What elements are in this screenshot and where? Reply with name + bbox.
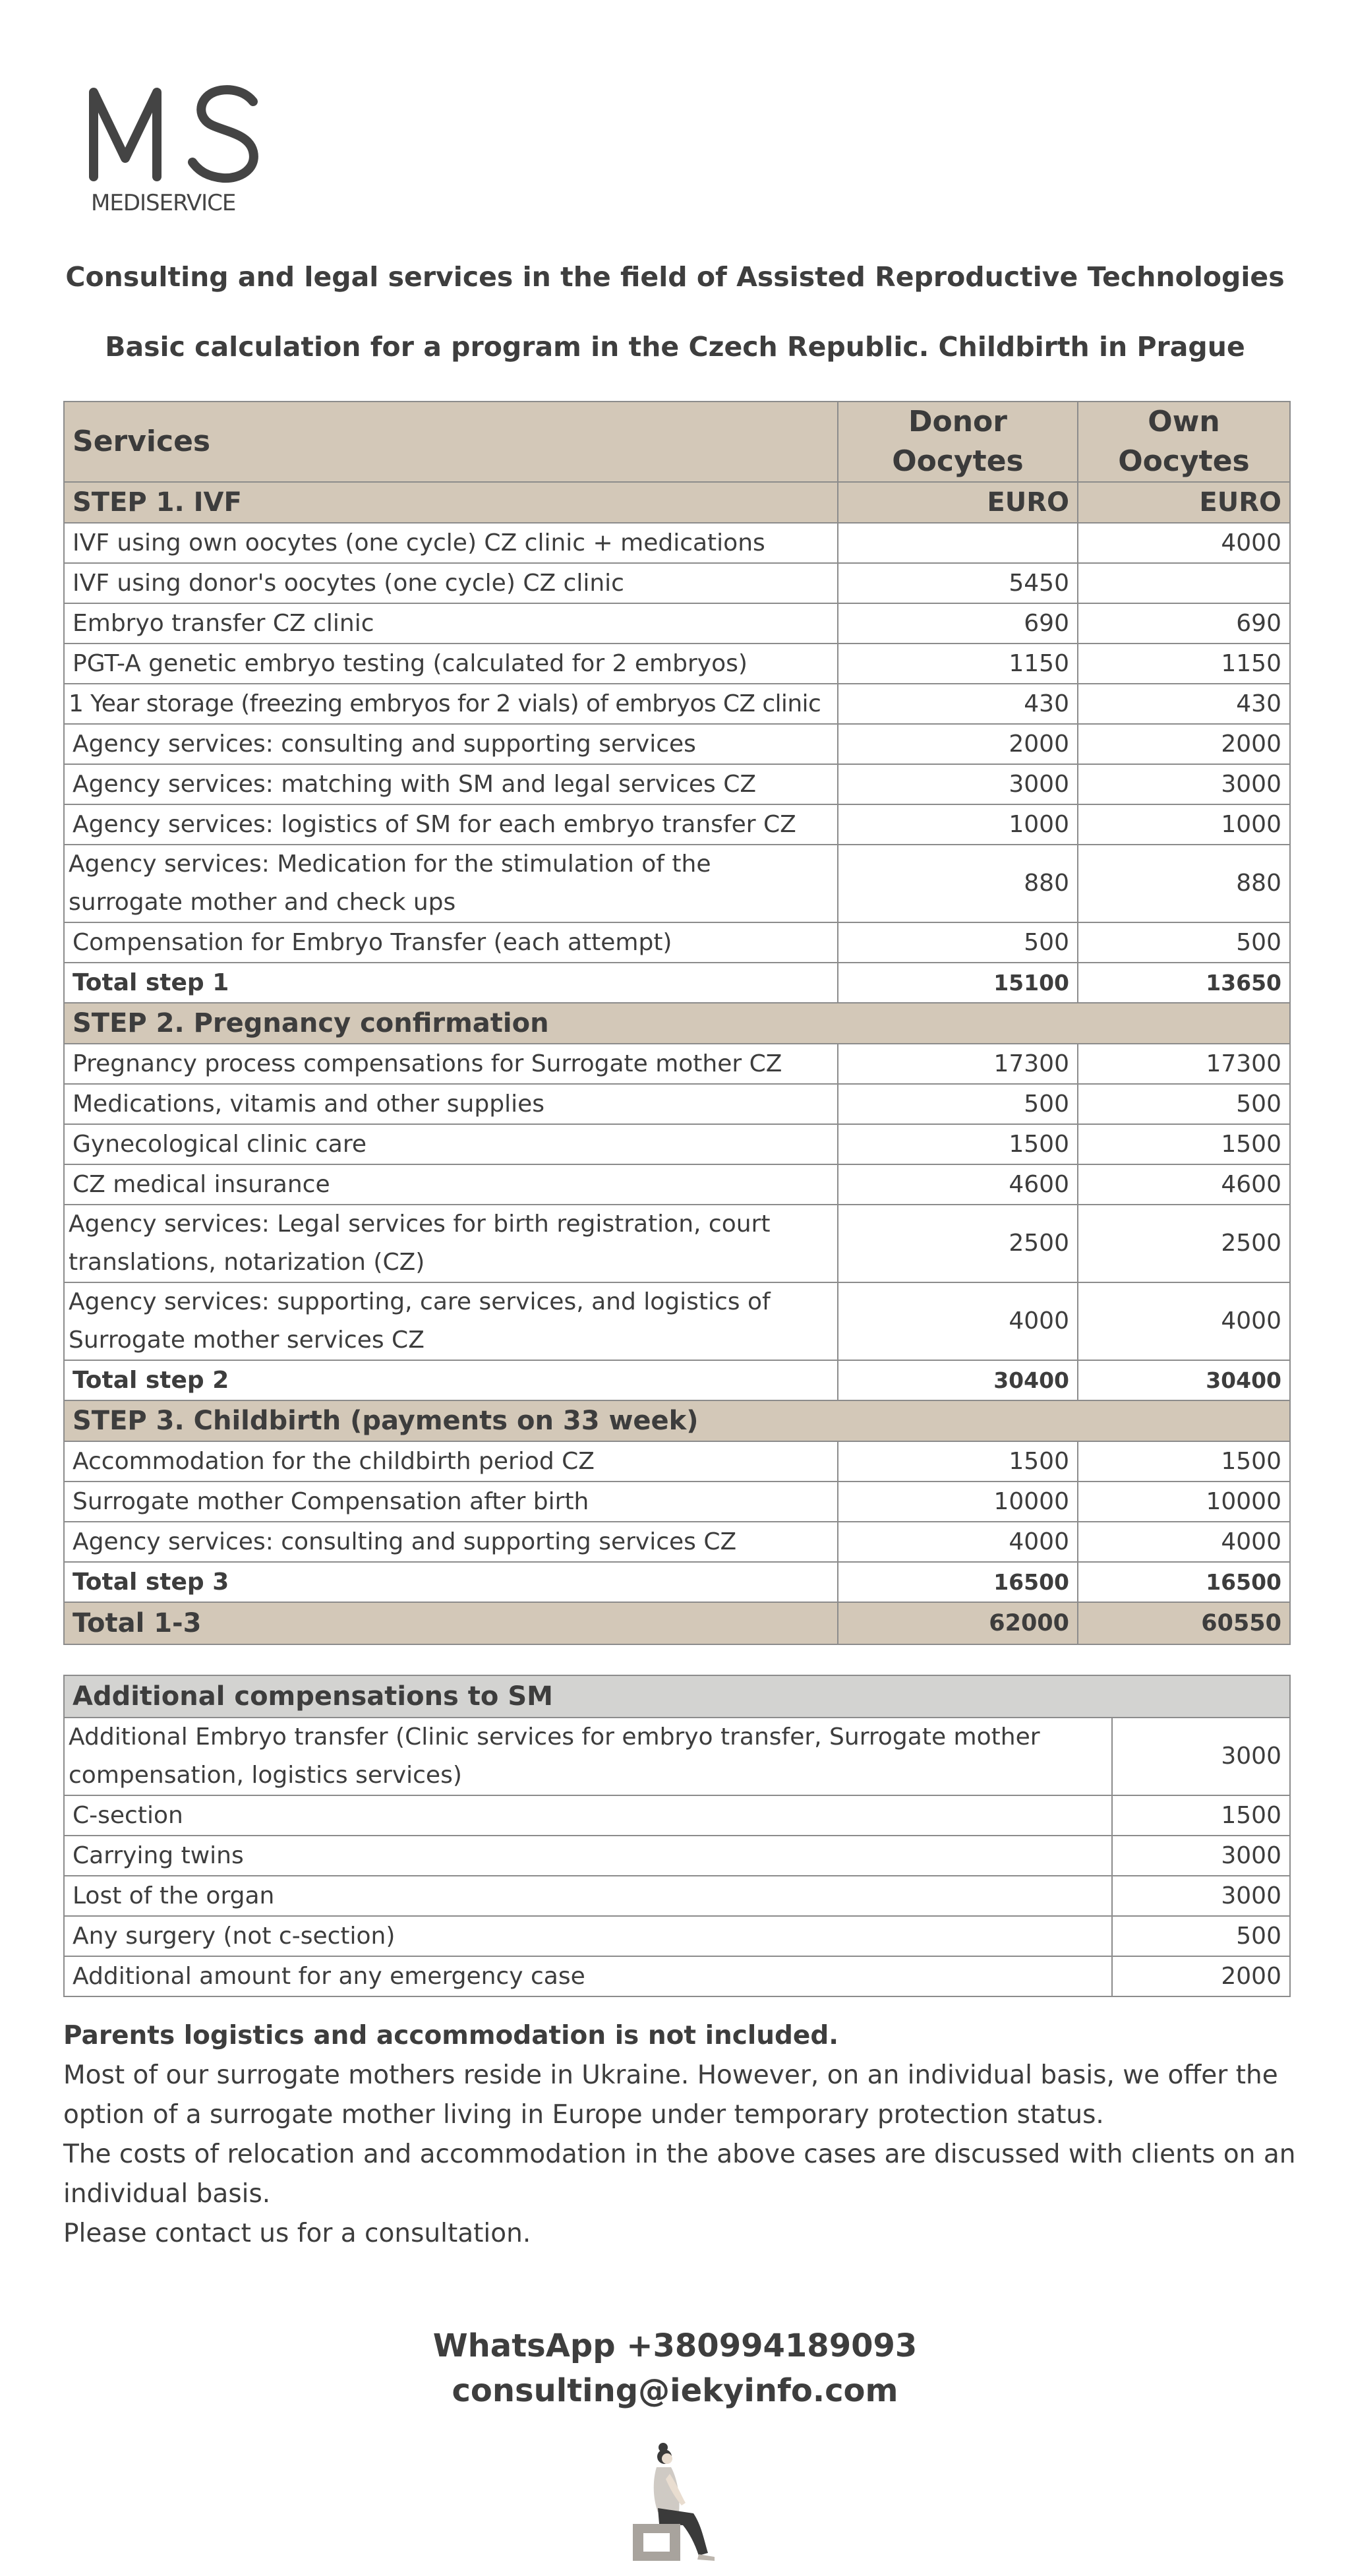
row-donor-value: 1000 [838, 804, 1078, 845]
total-label: Total step 3 [64, 1562, 838, 1602]
total-own-value: 13650 [1078, 963, 1290, 1003]
row-donor-value: 500 [838, 1084, 1078, 1124]
row-donor-value [838, 523, 1078, 563]
row-own-value: 1500 [1078, 1441, 1290, 1482]
row-donor-value: 2000 [838, 724, 1078, 764]
row-label: Agency services: Medication for the stimulation of the surrogate mother and check ups [64, 845, 838, 922]
step1-header-row [64, 482, 1290, 523]
additional-title: Additional compensations to SM [64, 1675, 1290, 1718]
row-label: Agency services: consulting and supporting services CZ [64, 1522, 838, 1562]
grand-total-label: Total 1-3 [64, 1602, 838, 1644]
row-donor-value: 880 [838, 845, 1078, 922]
notes-paragraph: Please contact us for a consultation. [63, 2219, 531, 2248]
cost-table [63, 401, 1291, 1645]
row-donor-value: 4000 [838, 1282, 1078, 1360]
step1-total-row [64, 963, 1290, 1003]
row-label: IVF using donor's oocytes (one cycle) CZ clinic [64, 563, 838, 603]
table-row [64, 845, 1290, 922]
grand-total-donor-value: 62000 [838, 1602, 1078, 1644]
table-row [64, 1718, 1290, 1795]
notes-paragraph: Most of our surrogate mothers reside in Ukraine. However, on an individual basis, we offer the option of a surrogate mother living in Europe under temporary protection status. [63, 2060, 1278, 2130]
notes-bold-line: Parents logistics and accommodation is not included. [63, 2021, 839, 2051]
logo-wordmark: MEDISERVICE [91, 190, 236, 216]
currency-donor: EURO [838, 482, 1078, 523]
step2-total-row [64, 1360, 1290, 1400]
row-label: CZ medical insurance [64, 1164, 838, 1205]
row-label: Additional amount for any emergency case [64, 1956, 1112, 1996]
row-label: Pregnancy process compensations for Surrogate mother CZ [64, 1044, 838, 1084]
step2-title: STEP 2. Pregnancy confirmation [64, 1003, 1290, 1044]
row-label: Lost of the organ [64, 1876, 1112, 1916]
row-label: Any surgery (not c-section) [64, 1916, 1112, 1956]
row-donor-value: 500 [838, 922, 1078, 963]
row-label: 1 Year storage (freezing embryos for 2 vials) of embryos CZ clinic [64, 684, 838, 724]
header-own-oocytes: Own Oocytes [1078, 402, 1290, 482]
row-label: Agency services: supporting, care services, and logistics of Surrogate mother services CZ [64, 1282, 838, 1360]
row-own-value: 1500 [1078, 1124, 1290, 1164]
row-own-value: 430 [1078, 684, 1290, 724]
page-heading: Consulting and legal services in the field of Assisted Reproductive Technologies [65, 261, 1285, 293]
row-own-value: 2500 [1078, 1205, 1290, 1282]
row-value: 3000 [1112, 1718, 1290, 1795]
table-row [64, 1084, 1290, 1124]
table-row [64, 1482, 1290, 1522]
whatsapp-contact[interactable]: WhatsApp +380994189093 [432, 2327, 918, 2364]
row-donor-value: 2500 [838, 1205, 1078, 1282]
row-own-value: 4000 [1078, 1522, 1290, 1562]
row-donor-value: 17300 [838, 1044, 1078, 1084]
table-row [64, 1522, 1290, 1562]
row-label: IVF using own oocytes (one cycle) CZ clinic + medications [64, 523, 838, 563]
row-donor-value: 1150 [838, 644, 1078, 684]
table-row [64, 1205, 1290, 1282]
table-row [64, 1044, 1290, 1084]
table-row [64, 1124, 1290, 1164]
row-own-value: 10000 [1078, 1482, 1290, 1522]
total-donor-value: 16500 [838, 1562, 1078, 1602]
total-donor-value: 30400 [838, 1360, 1078, 1400]
row-donor-value: 1500 [838, 1124, 1078, 1164]
step1-title: STEP 1. IVF [64, 482, 838, 523]
table-row [64, 724, 1290, 764]
row-own-value: 1000 [1078, 804, 1290, 845]
currency-own: EURO [1078, 482, 1290, 523]
row-label: Medications, vitamis and other supplies [64, 1084, 838, 1124]
row-label: Gynecological clinic care [64, 1124, 838, 1164]
row-value: 2000 [1112, 1956, 1290, 1996]
row-label: Surrogate mother Compensation after birth [64, 1482, 838, 1522]
notes-paragraph: The costs of relocation and accommodation in the above cases are discussed with clients on an individual basis. [63, 2140, 1296, 2209]
row-own-value [1078, 563, 1290, 603]
table-header-row [64, 402, 1290, 482]
row-own-value: 17300 [1078, 1044, 1290, 1084]
table-row [64, 644, 1290, 684]
row-label: Agency services: consulting and supporting services [64, 724, 838, 764]
row-label: Agency services: logistics of SM for each embryo transfer CZ [64, 804, 838, 845]
total-label: Total step 2 [64, 1360, 838, 1400]
header-donor-oocytes: Donor Oocytes [838, 402, 1078, 482]
total-label: Total step 1 [64, 963, 838, 1003]
row-value: 1500 [1112, 1795, 1290, 1836]
additional-compensations-table [63, 1675, 1291, 1997]
table-row [64, 1441, 1290, 1482]
row-donor-value: 10000 [838, 1482, 1078, 1522]
table-row [64, 1795, 1290, 1836]
row-label: PGT-A genetic embryo testing (calculated for 2 embryos) [64, 644, 838, 684]
table-row [64, 1956, 1290, 1996]
step3-header-row [64, 1400, 1290, 1441]
row-own-value: 500 [1078, 922, 1290, 963]
grand-total-row [64, 1602, 1290, 1644]
table-row [64, 1164, 1290, 1205]
row-own-value: 690 [1078, 603, 1290, 644]
row-own-value: 500 [1078, 1084, 1290, 1124]
table-row [64, 1916, 1290, 1956]
header-services: Services [64, 402, 838, 482]
row-own-value: 4600 [1078, 1164, 1290, 1205]
row-label: Agency services: matching with SM and legal services CZ [64, 764, 838, 804]
woman-sitting-illustration [630, 2440, 729, 2565]
table-row [64, 523, 1290, 563]
table-row [64, 684, 1290, 724]
row-own-value: 1150 [1078, 644, 1290, 684]
notes-section [63, 2016, 1303, 2254]
table-row [64, 563, 1290, 603]
table-row [64, 603, 1290, 644]
page-subheading: Basic calculation for a program in the Czech Republic. Childbirth in Prague [105, 331, 1245, 363]
table-row [64, 764, 1290, 804]
row-donor-value: 1500 [838, 1441, 1078, 1482]
row-own-value: 880 [1078, 845, 1290, 922]
total-donor-value: 15100 [838, 963, 1078, 1003]
table-row [64, 1876, 1290, 1916]
row-donor-value: 430 [838, 684, 1078, 724]
row-label: Embryo transfer CZ clinic [64, 603, 838, 644]
row-donor-value: 4600 [838, 1164, 1078, 1205]
email-contact[interactable]: consulting@iekyinfo.com [452, 2372, 898, 2409]
row-donor-value: 4000 [838, 1522, 1078, 1562]
step2-header-row [64, 1003, 1290, 1044]
mediservice-logo [87, 79, 265, 224]
row-value: 500 [1112, 1916, 1290, 1956]
row-label: Compensation for Embryo Transfer (each attempt) [64, 922, 838, 963]
row-label: C-section [64, 1795, 1112, 1836]
row-own-value: 4000 [1078, 523, 1290, 563]
row-own-value: 3000 [1078, 764, 1290, 804]
table-row [64, 1836, 1290, 1876]
step3-total-row [64, 1562, 1290, 1602]
row-label: Carrying twins [64, 1836, 1112, 1876]
table-row [64, 922, 1290, 963]
row-label: Additional Embryo transfer (Clinic services for embryo transfer, Surrogate mother compensation, logistics services) [64, 1718, 1112, 1795]
row-value: 3000 [1112, 1836, 1290, 1876]
table-row [64, 804, 1290, 845]
table-row [64, 1282, 1290, 1360]
row-label: Agency services: Legal services for birth registration, court translations, notarization (CZ) [64, 1205, 838, 1282]
additional-header-row [64, 1675, 1290, 1718]
row-own-value: 4000 [1078, 1282, 1290, 1360]
row-donor-value: 690 [838, 603, 1078, 644]
total-own-value: 16500 [1078, 1562, 1290, 1602]
row-label: Accommodation for the childbirth period CZ [64, 1441, 838, 1482]
illustration-svg [630, 2440, 729, 2565]
grand-total-own-value: 60550 [1078, 1602, 1290, 1644]
total-own-value: 30400 [1078, 1360, 1290, 1400]
step3-title: STEP 3. Childbirth (payments on 33 week) [64, 1400, 1290, 1441]
row-value: 3000 [1112, 1876, 1290, 1916]
row-donor-value: 3000 [838, 764, 1078, 804]
row-donor-value: 5450 [838, 563, 1078, 603]
row-own-value: 2000 [1078, 724, 1290, 764]
